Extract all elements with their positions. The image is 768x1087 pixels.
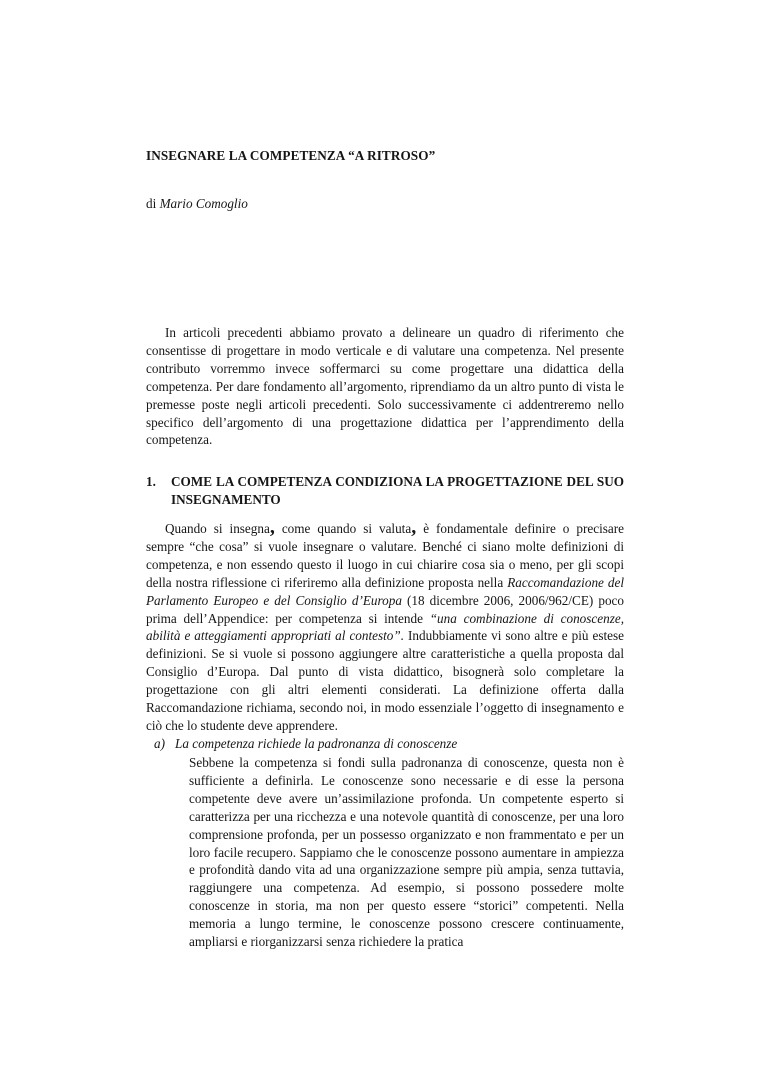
subsection-label: a) xyxy=(154,736,165,751)
intro-paragraph xyxy=(146,324,624,449)
byline-prefix: di xyxy=(146,196,160,211)
body-part-1: Quando si insegna xyxy=(165,521,270,536)
section-heading xyxy=(146,473,624,509)
body-part-2: come quando si valuta xyxy=(274,521,412,536)
byline xyxy=(146,196,248,212)
body-paragraph xyxy=(146,516,625,735)
article-title: INSEGNARE LA COMPETENZA “A RITROSO” xyxy=(146,148,436,163)
body-comma-2: , xyxy=(411,516,417,538)
body-comma-1: , xyxy=(269,516,275,538)
subsection-text: Sebbene la competenza si fondi sulla padronanza di conoscenze, questa non è sufficiente a definirla. Le conoscenze sono necessarie e di esse la persona competente deve avere un’assimilazione profonda. Un competente esperto si caratterizza per una ricchezza e una notevole quantità di conoscenze, per una loro comprensione profonda, per un possesso organizzato e non frammentato e per un loro facile recupero. Sappiamo che le conoscenze possono aumentare in ampiezza e profondità dando vita ad una organizzazione sempre più ampia, senza tuttavia, raggiungere una competenza. Ad esempio, si possono possedere molte conoscenze in storia, ma non per questo essere “storici” competenti. Nella memoria a lungo termine, le conoscenze possono crescere continuamente, ampliarsi e riorganizzarsi senza richiedere la pratica xyxy=(189,755,624,950)
reference-title: Raccomandazione del Parlamento Europeo e del Consiglio d’Europa xyxy=(146,574,625,608)
author-name: Mario Comoglio xyxy=(159,196,248,211)
body-part-5: Indubbiamente vi sono altre e più estese definizioni. Se si vuole si possono aggiungere altre caratteristiche a quella proposta dal Consiglio d’Europa. Dal punto di vista didattico, bisognerà solo completare la progettazione con gli altri elementi considerati. La definizione offerta dalla Raccomandazione richiama, secondo noi, in modo essenziale l’oggetto di insegnamento e ciò che lo studente deve apprendere. xyxy=(146,628,624,733)
definition-quote: “una combinazione di conoscenze, abilità e atteggiamenti appropriati al contesto”. xyxy=(146,610,624,644)
subsection-paragraph xyxy=(189,754,624,951)
body-part-3: è fondamentale definire o precisare sempre “che cosa” si vuole insegnare o valutare. Benché ci siano molte definizioni di competenza, e non essendo questo il luogo in cui chiarire cosa sia o meno, per gli scopi della nostra riflessione ci riferiremo alla definizione proposta nella xyxy=(146,521,624,590)
intro-text: In articoli precedenti abbiamo provato a delineare un quadro di riferimento che consentisse di progettare in modo verticale e di valutare una competenza. Nel presente contributo vorremmo invece soffermarci su come progettare una didattica della competenza. Per dare fondamento all’argomento, riprendiamo da un altro punto di vista le premesse poste negli articoli precedenti. Solo successivamente ci addentreremo nello specifico dell’argomento di una progettazione didattica per l’apprendimento della competenza. xyxy=(146,325,624,448)
section-number: 1. xyxy=(146,474,156,489)
section-title: COME LA COMPETENZA CONDIZIONA LA PROGETTAZIONE DEL SUO INSEGNAMENTO xyxy=(171,474,624,507)
body-text xyxy=(146,516,625,735)
subsection-heading xyxy=(154,736,467,752)
body-part-4: (18 dicembre 2006, 2006/962/CE) poco prima dell’Appendice: per competenza si intende xyxy=(146,592,624,626)
subsection-title: La competenza richiede la padronanza di conoscenze xyxy=(175,736,458,751)
